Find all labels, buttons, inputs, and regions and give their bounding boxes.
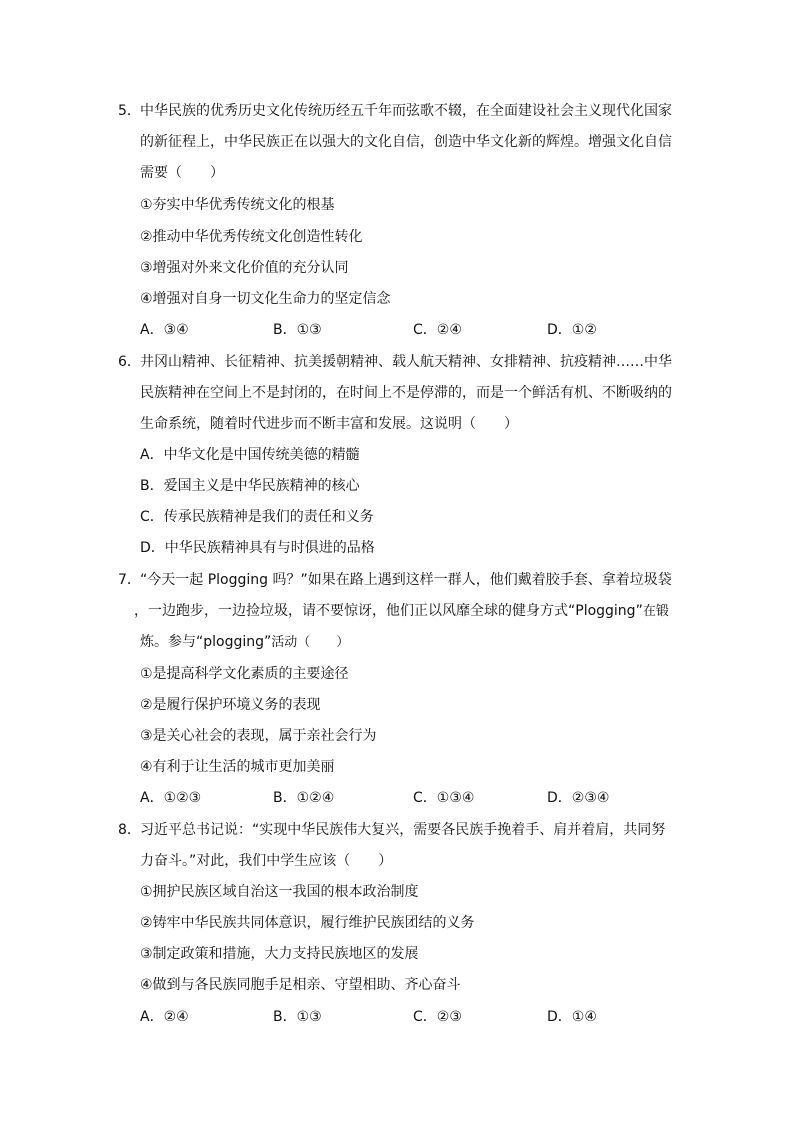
option-c: C．①③④	[413, 790, 475, 806]
option-d: D．②③④	[547, 790, 610, 806]
question-stem-line: 的新征程上，中华民族正在以强大的文化自信，创造中华文化新的辉煌。增强文化自信	[140, 134, 672, 150]
option-c: C．②④	[413, 322, 462, 338]
question-stem-line: 习近平总书记说：“实现中华民族伟大复兴，需要各民族手挽着手、肩并着肩，共同努	[140, 822, 666, 838]
question-stem-line: 中华民族的优秀历史文化传统历经五千年而弦歌不辍，在全面建设社会主义现代化国家	[140, 103, 672, 119]
option-b: B．①②④	[273, 790, 335, 806]
option-a: A．中华文化是中国传统美德的精髓	[140, 447, 360, 463]
statement-item: ②铸牢中华民族共同体意识，履行维护民族团结的义务	[140, 915, 475, 931]
option-b: B．爱国主义是中华民族精神的核心	[140, 478, 360, 494]
question-stem-line: 需要（ ）	[140, 165, 224, 181]
statement-item: ④做到与各民族同胞手足相亲、守望相助、齐心奋斗	[140, 977, 461, 993]
statement-item: ③制定政策和措施，大力支持民族地区的发展	[140, 946, 419, 962]
question-stem-line: 井冈山精神、长征精神、抗美援朝精神、载人航天精神、女排精神、抗疫精神……中华	[140, 354, 672, 370]
option-d: D．①④	[547, 1009, 597, 1025]
option-a: A．③④	[140, 322, 189, 338]
question-number: 8．	[118, 822, 141, 838]
question-stem-line	[140, 632, 349, 653]
stem-text: 活动（ ）	[271, 635, 350, 650]
question-number: 7．	[118, 572, 141, 588]
statement-item: ②是履行保护环境义务的表现	[140, 697, 321, 713]
question-stem-line: 力奋斗。”对此，我们中学生应该（ ）	[140, 853, 393, 869]
option-c: C．②③	[413, 1009, 462, 1025]
question-number: 6．	[118, 354, 141, 370]
question-number: 5．	[118, 103, 141, 119]
option-d: D．①②	[547, 322, 597, 338]
question-stem-line: 生命系统，随着时代进步而不断丰富和发展。这说明（ ）	[140, 416, 518, 432]
option-d: D．中华民族精神具有与时俱进的品格	[140, 540, 375, 556]
question-stem-line	[134, 601, 669, 622]
question-stem-line: “今天一起 Plogging 吗？”如果在路上遇到这样一群人，他们戴着胶手套、拿着垃圾袋	[140, 572, 672, 588]
stem-text: ，一边跑步，一边捡垃圾，请不要惊讶，他们正以风靡全球的健身方式“Plogging”	[134, 603, 643, 619]
statement-item: ②推动中华优秀传统文化创造性转化	[140, 229, 363, 245]
statement-item: ④有利于让生活的城市更加美丽	[140, 759, 335, 775]
option-c: C．传承民族精神是我们的责任和义务	[140, 509, 374, 525]
option-a: A．①②③	[140, 790, 202, 806]
statement-item: ①拥护民族区域自治这一我国的根本政治制度	[140, 884, 419, 900]
stem-text: 炼。参与“plogging”	[140, 634, 272, 650]
statement-item: ①夯实中华优秀传统文化的根基	[140, 197, 335, 213]
stem-text: 在锻	[642, 604, 669, 619]
statement-item: ③是关心社会的表现，属于亲社会行为	[140, 728, 377, 744]
statement-item: ③增强对外来文化价值的充分认同	[140, 260, 349, 276]
option-a: A．②④	[140, 1009, 189, 1025]
option-b: B．①③	[273, 322, 322, 338]
option-b: B．①③	[273, 1009, 322, 1025]
question-stem-line: 民族精神在空间上不是封闭的，在时间上不是停滞的，而是一个鲜活有机、不断吸纳的	[140, 385, 672, 401]
statement-item: ④增强对自身一切文化生命力的坚定信念	[140, 291, 391, 307]
statement-item: ①是提高科学文化素质的主要途径	[140, 666, 349, 682]
